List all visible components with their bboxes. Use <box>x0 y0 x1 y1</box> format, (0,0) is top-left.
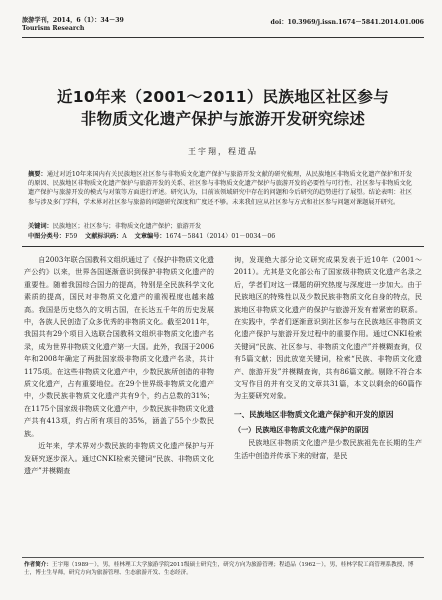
running-header-left <box>22 17 124 33</box>
keywords-text: 民族地区；社区参与；非物质文化遗产保护；旅游开发 <box>52 223 202 230</box>
body-paragraph: 询，发现绝大部分论文研究成果发表于近10年（2001～2011）。尤其是文化部公布了国家级非物质文化遗产名录之后，学者们对这一课题的研究热度与深度进一步加大。由于民族地区的特殊性以及少数民族非物质文化自身的特点，民族地区非物质文化遗产的保护与旅游开发有着紧密的联系。在实践中，学者们逐渐意识到社区参与在民族地区非物质文化遗产保护与旅游开发过程中的重要作用。通过CNKI检索关键词“民族、社区参与、非物质文化遗产”并模糊查询，仅有5篇文献；因此放宽关键词，检索“民族、非物质文化遗产、旅游开发”并模糊查询，共有86篇文献。剔除不符合本文写作目的并有交叉的文章共31篇，本文以剩余的60篇作为主要研究对象。 <box>234 255 422 401</box>
right-column <box>234 254 422 462</box>
doc-code-value: A <box>122 233 127 240</box>
subsection-heading: （一）民族地区非物质文化遗产保护的原因 <box>234 425 369 435</box>
abstract-rule <box>22 246 424 247</box>
title-line-2: 非物质文化遗产保护与旅游开发研究综述 <box>80 110 366 128</box>
footnote-text: 王宇翔（1989－），男，桂林理工大学旅游学院2011级硕士研究生，研究方向为旅游管理；程道品（1962－），男，桂林学院工商管理系教授，博士，博士生导师，研究方向为旅游管理、生态旅游开发、生态经济。 <box>24 562 414 577</box>
abstract <box>28 170 412 207</box>
clc-value: F59 <box>65 233 78 240</box>
abstract-text: 通过对近10年来国内有关民族地区社区参与非物质文化遗产保护与旅游开发文献的研究梳理，从民族地区非物质文化遗产保护和开发的原因、民族地区非物质文化遗产保护与旅游开发的关系、社区参与非物质文化遗产保护与旅游开发的必要性与可行性、社区参与非物质文化遗产保护与旅游开发的模式与对策等方面进行评述。研究认为，目前该领域研究中存在的问题和今后研究的趋势进行了展望。结论表明：社区参与涉及多门学科，学术界对社区参与旅游的问题研究深度和广度还不够。未来我们应从社区参与方式和社区参与问题对课题展开研究。 <box>28 171 413 206</box>
article-id-value: 1674－5841（2014）01－0034－06 <box>165 233 276 240</box>
section-heading: 一、民族地区非物质文化遗产保护和开发的原因 <box>234 409 394 419</box>
clc-label: 中图分类号： <box>28 233 66 240</box>
title-line-1: 近10年来（2001～2011）民族地区社区参与 <box>56 88 390 106</box>
keywords-label: 关键词： <box>28 223 53 230</box>
keywords <box>28 222 412 231</box>
classification-line <box>28 232 412 241</box>
article-title <box>22 86 424 130</box>
left-column <box>24 254 214 477</box>
footnote-rule <box>22 557 424 558</box>
doi: doi：10.3969/j.issn.1674－5841.2014.01.006 <box>270 19 424 26</box>
authors: 王宇翔，程道品 <box>188 147 258 156</box>
doc-code-label: 文献标识码： <box>85 233 123 240</box>
body-paragraph: 近年来，学术界对少数民族的非物质文化遗产保护与开发研究逐步深入。通过CNKI检索关键词“民族、非物质文化遗产”并模糊查 <box>24 441 214 475</box>
header-rule <box>22 37 424 38</box>
article-id-label: 文章编号： <box>134 233 166 240</box>
footnote-label: 作者简介： <box>24 562 52 568</box>
abstract-label: 摘要： <box>28 171 47 178</box>
journal-citation: 旅游学刊，2014，6（1）：34－39 <box>22 17 124 24</box>
author-footnote <box>24 561 422 578</box>
body-paragraph: 民族地区非物质文化遗产是少数民族祖先在长期的生产生活中创造并传承下来的财富，是民 <box>234 438 422 460</box>
body-paragraph: 自2003年联合国教科文组织通过了《保护非物质文化遗产公约》以来，世界各国逐渐意识到保护非物质文化遗产的重要性。随着我国综合国力的提高，特别是全民族科学文化素质的提高，国民对非物质文化遗产的重视程度也越来越高。我国是历史悠久的文明古国，在长达五千年的历史发展中，各族人民创造了众多优秀的非物质文化。截至2011年，我国共有29个项目入选联合国教科文组织非物质文化遗产名录，成为世界非物质文化遗产第一大国。此外，我国于2006年和2008年确定了两批国家级非物质文化遗产名录，共计1175项。在这些非物质文化遗产中，少数民族所创造的非物质文化遗产，占有重要地位。在29个世界级非物质文化遗产中，少数民族非物质文化遗产共有9个，约占总数的31%；在1175个国家级非物质文化遗产中，少数民族非物质文化遗产共有413项，约占所有项目的35%，涵盖了55个少数民族。 <box>24 255 214 438</box>
journal-english-name: Tourism Research <box>22 25 85 32</box>
